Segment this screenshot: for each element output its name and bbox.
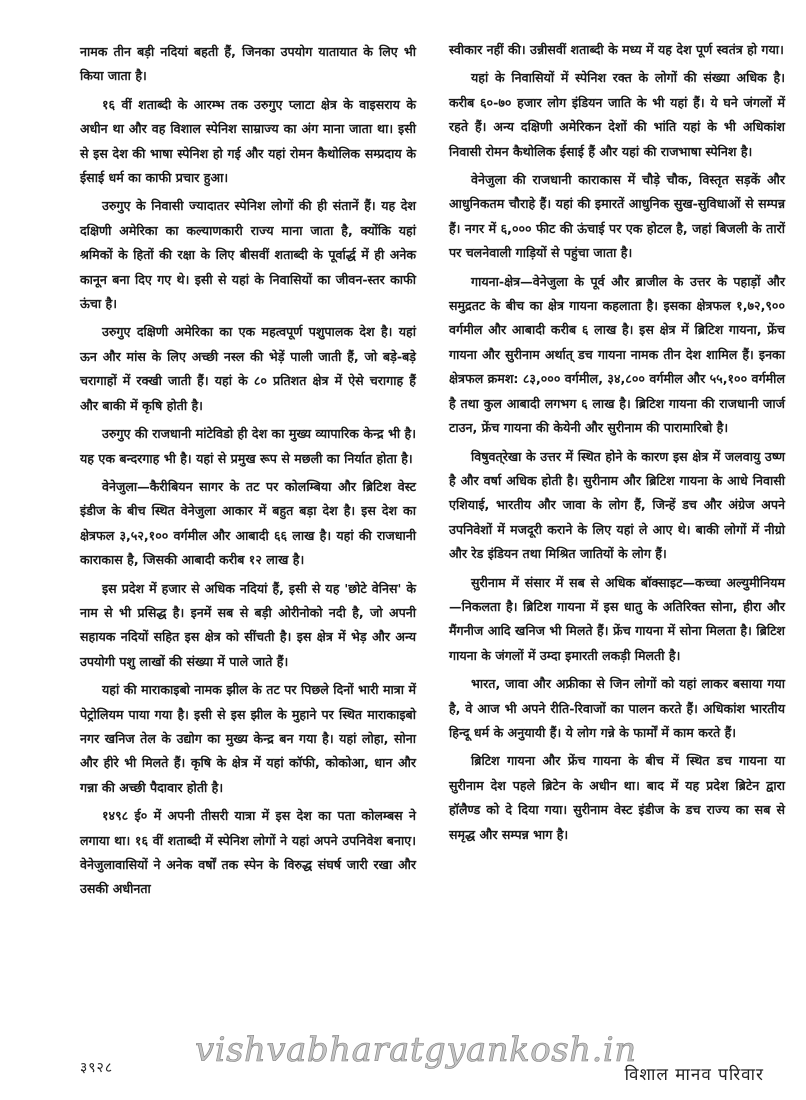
paragraph: यहां की माराकाइबो नामक झील के तट पर पिछले दिनों भारी मात्रा में पेट्रोलियम पाया गया है। इसी से इस झील के मुहाने पर स्थित माराकाइबो नगर खनिज तेल के उद्योग का मुख्य केन्द्र बन गया है। यहां लोहा, सोना और हीरे भी मिलते हैं। कृषि के क्षेत्र में यहां कॉफी, कोकोआ, धान और गन्ना की अच्छी पैदावार होती है। — [80, 682, 416, 795]
page-number: ३९२८ — [80, 1060, 114, 1076]
right-column — [449, 38, 785, 851]
paragraph-venezuela-heading: वेनेजुला—कैरीबियन सागर के तट पर कोलम्बिया और ब्रिटिश वेस्ट इंडीज के बीच स्थित वेनेजुला आकार में बहुत बड़ा देश है। इस देश का क्षेत्रफल ३,५२,१०० वर्गमील और आबादी ६६ लाख है। यहां की राजधानी काराकास है, जिसकी आबादी करीब १२ लाख है। — [80, 478, 416, 568]
paragraph: उरुगुए की राजधानी मांटेविडो ही देश का मुख्य व्यापारिक केन्द्र भी है। यह एक बन्दरगाह भी है। यहां से प्रमुख रूप से मछली का निर्यात होता है। — [80, 426, 416, 466]
paragraph: सुरीनाम में संसार में सब से अधिक बॉक्साइट—कच्चा अल्युमीनियम—निकलता है। ब्रिटिश गायना में इस धातु के अतिरिक्त सोना, हीरा और मैंगनीज आदि खनिज भी मिलते हैं। फ्रेंच गायना में सोना मिलता है। ब्रिटिश गायना के जंगलों में उम्दा इमारती लकड़ी मिलती है। — [449, 574, 785, 663]
paragraph: इस प्रदेश में हजार से अधिक नदियां हैं, इसी से यह 'छोटे वेनिस' के नाम से भी प्रसिद्ध है। इनमें सब से बड़ी ओरीनोको नदी है, जो अपनी सहायक नदियों सहित इस क्षेत्र को सींचती है। इस क्षेत्र में भेड़ और अन्य उपयोगी पशु लाखों की संख्या में पाले जाते हैं। — [80, 580, 416, 669]
paragraph: १४९८ ई० में अपनी तीसरी यात्रा में इस देश का पता कोलम्बस ने लगाया था। १६ वीं शताब्दी में स्पेनिश लोगों ने यहां अपने उपनिवेश बनाए। वेनेजुलावासियों ने अनेक वर्षों तक स्पेन के विरुद्ध संघर्ष जारी रखा और उसकी अधीनता — [80, 808, 416, 897]
paragraph: विषुवत्‌रेखा के उत्तर में स्थित होने के कारण इस क्षेत्र में जलवायु उष्ण है और वर्षा अधिक होती है। सुरीनाम और ब्रिटिश गायना के आधे निवासी एशियाई, भारतीय और जावा के लोग हैं, जिन्हें डच और अंग्रेज अपने उपनिवेशों में मजदूरी कराने के लिए यहां ले आए थे। बाकी लोगों में नीग्रो और रेड इंडियन तथा मिश्रित जातियों के लोग हैं। — [449, 448, 785, 562]
paragraph: यहां के निवासियों में स्पेनिश रक्त के लोगों की संख्या अधिक है। करीब ६०-७० हजार लोग इंडियन जाति के भी यहां हैं। ये घने जंगलों में रहते हैं। अन्य दक्षिणी अमेरिकन देशों की भांति यहां के भी अधिकांश निवासी रोमन कैथोलिक ईसाई हैं और यहां की राजभाषा स्पेनिश है। — [449, 70, 785, 159]
paragraph: उरुगुए के निवासी ज्यादातर स्पेनिश लोगों की ही संतानें हैं। यह देश दक्षिणी अमेरिका का कल्याणकारी राज्य माना जाता है, क्योंकि यहां श्रमिकों के हितों की रक्षा के लिए बीसवीं शताब्दी के पूर्वार्द्ध में ही अनेक कानून बना दिए गए थे। इसी से यहां के निवासियों का जीवन-स्तर काफी ऊंचा है। — [80, 198, 416, 312]
paragraph: भारत, जावा और अफ्रीका से जिन लोगों को यहां लाकर बसाया गया है, वे आज भी अपने रीति-रिवाजों का पालन करते हैं। अधिकांश भारतीय हिन्दू धर्म के अनुयायी हैं। ये लोग गन्ने के फार्मों में काम करते हैं। — [449, 676, 785, 740]
paragraph: १६ वीं शताब्दी के आरम्भ तक उरुगुए प्लाटा क्षेत्र के वाइसराय के अधीन था और वह विशाल स्पेनिश साम्राज्य का अंग माना जाता था। इसी से इस देश की भाषा स्पेनिश हो गई और यहां रोमन कैथोलिक सम्प्रदाय के ईसाई धर्म का काफी प्रचार हुआ। — [80, 96, 416, 186]
paragraph: वेनेजुला की राजधानी काराकास में चौड़े चौक, विस्तृत सड़कें और आधुनिकतम चौराहे हैं। यहां की इमारतें आधुनिक सुख-सुविधाओं से सम्पन्न हैं। नगर में ६,००० फीट की ऊंचाई पर एक होटल है, जहां बिजली के तारों पर चलनेवाली गाड़ियों से पहुंचा जाता है। — [449, 172, 785, 261]
paragraph-guyana-heading: गायना-क्षेत्र—वेनेजुला के पूर्व और ब्राजील के उत्तर के पहाड़ों और समुद्रतट के बीच का क्षेत्र गायना कहलाता है। इसका क्षेत्रफल १,७२,९०० वर्गमील और आबादी करीब ६ लाख है। इस क्षेत्र में ब्रिटिश गायना, फ्रेंच गायना और सुरीनाम अर्थात् डच गायना नामक तीन देश शामिल हैं। इनका क्षेत्रफल क्रमश: ८३,००० वर्गमील, ३४,८०० वर्गमील और ५५,१०० वर्गमील है तथा कुल आबादी लगभग ६ लाख है। ब्रिटिश गायना की राजधानी जार्ज टाउन, फ्रेंच गायना की केयेनी और सुरीनाम की पारामारिबो है। — [449, 273, 785, 436]
book-title-footer: विशाल मानव परिवार — [624, 1065, 764, 1085]
paragraph: उरुगुए दक्षिणी अमेरिका का एक महत्वपूर्ण पशुपालक देश है। यहां ऊन और मांस के लिए अच्छी नस्ल की भेड़ें पाली जाती हैं, जो बड़े-बड़े चरागाहों में रक्खी जाती हैं। यहां के ८० प्रतिशत क्षेत्र में ऐसे चरागाह हैं और बाकी में कृषि होती है। — [80, 324, 416, 413]
paragraph: नामक तीन बड़ी नदियां बहती हैं, जिनका उपयोग यातायात के लिए भी किया जाता है। — [80, 44, 416, 84]
paragraph: स्वीकार नहीं की। उन्नीसवीं शताब्दी के मध्य में यह देश पूर्ण स्वतंत्र हो गया। — [449, 42, 784, 57]
paragraph: ब्रिटिश गायना और फ्रेंच गायना के बीच में स्थित डच गायना या सुरीनाम देश पहले ब्रिटेन के अधीन था। बाद में यह प्रदेश ब्रिटेन द्वारा हॉलैण्ड को दे दिया गया। सुरीनाम वेस्ट इंडीज के डच राज्य का सब से समृद्ध और सम्पन्न भाग है। — [449, 753, 785, 842]
left-column — [80, 40, 416, 906]
watermark: vishvabharatgyankosh.in — [195, 1030, 637, 1070]
